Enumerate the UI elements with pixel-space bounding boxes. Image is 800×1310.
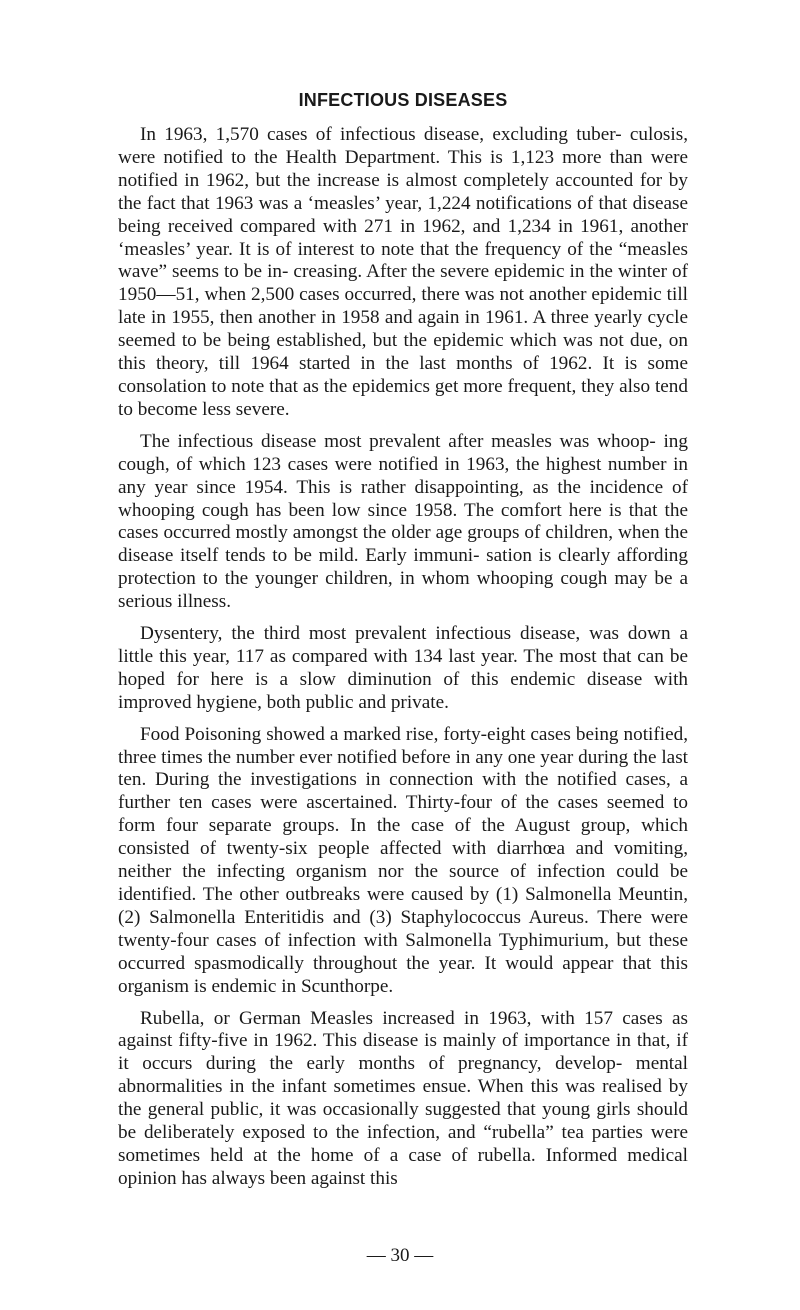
- paragraph-whooping-cough: The infectious disease most prevalent after measles was whoop- ing cough, of which 123 cases were notified in 1963, the highest number in any year since 1954. This is rather disappointing, as the incidence of whooping cough has been low since 1958. The comfort here is that the cases occurred mostly amongst the older age groups of children, when the disease itself tends to be mild. Early immuni- sation is clearly affording protection to the younger children, in whom whooping cough may be a serious illness.: [118, 430, 688, 613]
- page-heading: INFECTIOUS DISEASES: [298, 90, 508, 110]
- paragraph-food-poisoning: Food Poisoning showed a marked rise, forty-eight cases being notified, three times the number ever notified before in any one year during the last ten. During the investigations in connection with the notified cases, a further ten cases were ascertained. Thirty-four of the cases seemed to form four separate groups. In the case of the August group, which consisted of twenty-six people affected with diarrhœa and vomiting, neither the infecting organism nor the source of infection could be identified. The other outbreaks were caused by (1) Salmonella Meuntin, (2) Salmonella Enteritidis and (3) Staphylococcus Aureus. There were twenty-four cases of infection with Salmonella Typhimurium, but these occurred spasmodically throughout the year. It would appear that this organism is endemic in Scunthorpe.: [118, 723, 688, 997]
- paragraph-rubella: Rubella, or German Measles increased in 1963, with 157 cases as against fifty-five in 1962. This disease is mainly of importance in that, if it occurs during the early months of pregnancy, develop- mental abnormalities in the infant sometimes ensue. When this was realised by the general public, it was occasionally suggested that young girls should be deliberately exposed to the infection, and “rubella” tea parties were sometimes held at the home of a case of rubella. Informed medical opinion has always been against this: [118, 1007, 688, 1189]
- paragraph-dysentery: Dysentery, the third most prevalent infectious disease, was down a little this year, 117 as compared with 134 last year. The most that can be hoped for here is a slow diminution of this endemic disease with improved hygiene, both public and private.: [118, 623, 688, 713]
- paragraph-measles: In 1963, 1,570 cases of infectious disease, excluding tuber- culosis, were notified to the Health Department. This is 1,123 more than were notified in 1962, but the increase is almost completely accounted for by the fact that 1963 was a ‘measles’ year, 1,224 notifications of that disease being received compared with 271 in 1962, and 1,234 in 1961, another ‘measles’ year. It is of interest to note that the frequency of the “measles wave” seems to be in- creasing. After the severe epidemic in the winter of 1950—51, when 2,500 cases occurred, there was not another epidemic till late in 1955, then another in 1958 and again in 1961. A three yearly cycle seemed to be being established, but the epidemic which was not due, on this theory, till 1964 started in the last months of 1962. It is some consolation to note that as the epidemics get more frequent, they also tend to become less severe.: [118, 124, 688, 420]
- page-number: — 30 —: [366, 1245, 434, 1266]
- document-page: [118, 88, 688, 1200]
